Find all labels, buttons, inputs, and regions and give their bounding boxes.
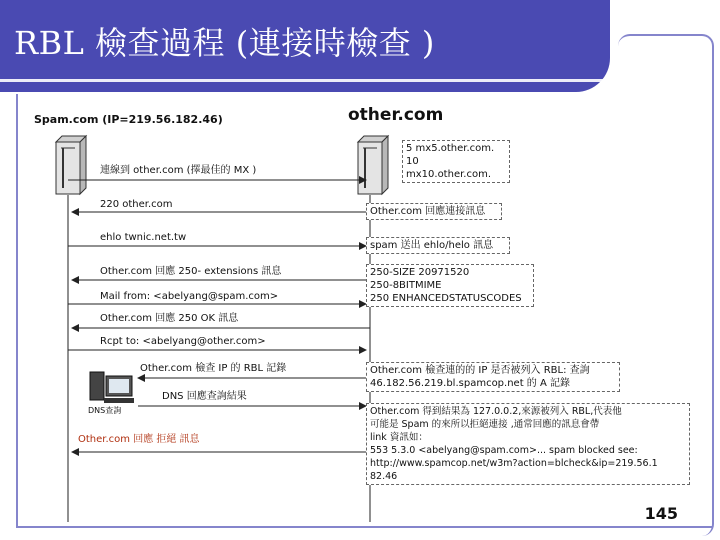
- right-header: other.com: [348, 105, 444, 125]
- msg-mail-from: Mail from: <abelyang@spam.com>: [100, 291, 279, 302]
- dns-computer-icon: [90, 372, 134, 403]
- note-line: link 資訊如：: [370, 432, 428, 443]
- note-line: 82.46: [370, 471, 398, 482]
- left-header: Spam.com (IP=219.56.182.46): [34, 113, 223, 126]
- note-line: 250-8BITMIME: [370, 280, 442, 291]
- mx-records-note: [402, 140, 510, 183]
- note-line: 250 ENHANCEDSTATUSCODES: [370, 293, 522, 304]
- msg-ehlo: ehlo twnic.net.tw: [100, 232, 187, 243]
- note-line: http://www.spamcop.net/w3m?action=blcheck&ip=219.56.1: [370, 458, 658, 469]
- slide-title: RBL 檢查過程 (連接時檢查 ): [14, 24, 435, 62]
- note-ehlo: spam 送出 ehlo/helo 訊息: [366, 237, 510, 254]
- note-220: Other.com 回應連接訊息: [366, 203, 502, 220]
- note-line: Other.com 得到結果為 127.0.0.2,來源被列入 RBL,代表他: [370, 406, 622, 417]
- msg-dns-response: DNS 回應查詢結果: [162, 391, 247, 402]
- msg-250-ok: Other.com 回應 250 OK 訊息: [100, 313, 239, 324]
- note-line: 250-SIZE 20971520: [370, 267, 470, 278]
- note-line: 可能是 Spam 的來所以拒絕連接 ,通常回應的訊息會帶: [370, 419, 600, 430]
- note-line: 46.182.56.219.bl.spamcop.net 的 A 記錄: [370, 378, 570, 389]
- mx-record: 5 mx5.other.com.: [406, 143, 495, 154]
- msg-rbl-check: Other.com 檢查 IP 的 RBL 記錄: [140, 363, 287, 374]
- note-rbl-check: [366, 362, 620, 392]
- msg-250-ext: Other.com 回應 250- extensions 訊息: [100, 266, 282, 277]
- server-icon: [56, 136, 86, 194]
- msg-rcpt-to: Rcpt to: <abelyang@other.com>: [100, 336, 266, 347]
- note-line: 553 5.3.0 <abelyang@spam.com>... spam blocked see:: [370, 445, 638, 456]
- dns-label: DNS查詢: [88, 406, 122, 415]
- note-line: Other.com 檢查連的的 IP 是否被列入 RBL: 查詢: [370, 365, 590, 376]
- msg-reject: Other.com 回應 拒絕 訊息: [78, 434, 200, 445]
- page-number: 145: [644, 504, 678, 523]
- msg-220: 220 other.com: [100, 199, 173, 210]
- note-dns-result: [366, 403, 690, 485]
- msg-connect: 連線到 other.com (擇最佳的 MX ): [100, 165, 257, 176]
- note-250-ext: [366, 264, 534, 307]
- server-icon: [358, 136, 388, 194]
- mx-record: 10 mx10.other.com.: [406, 156, 491, 180]
